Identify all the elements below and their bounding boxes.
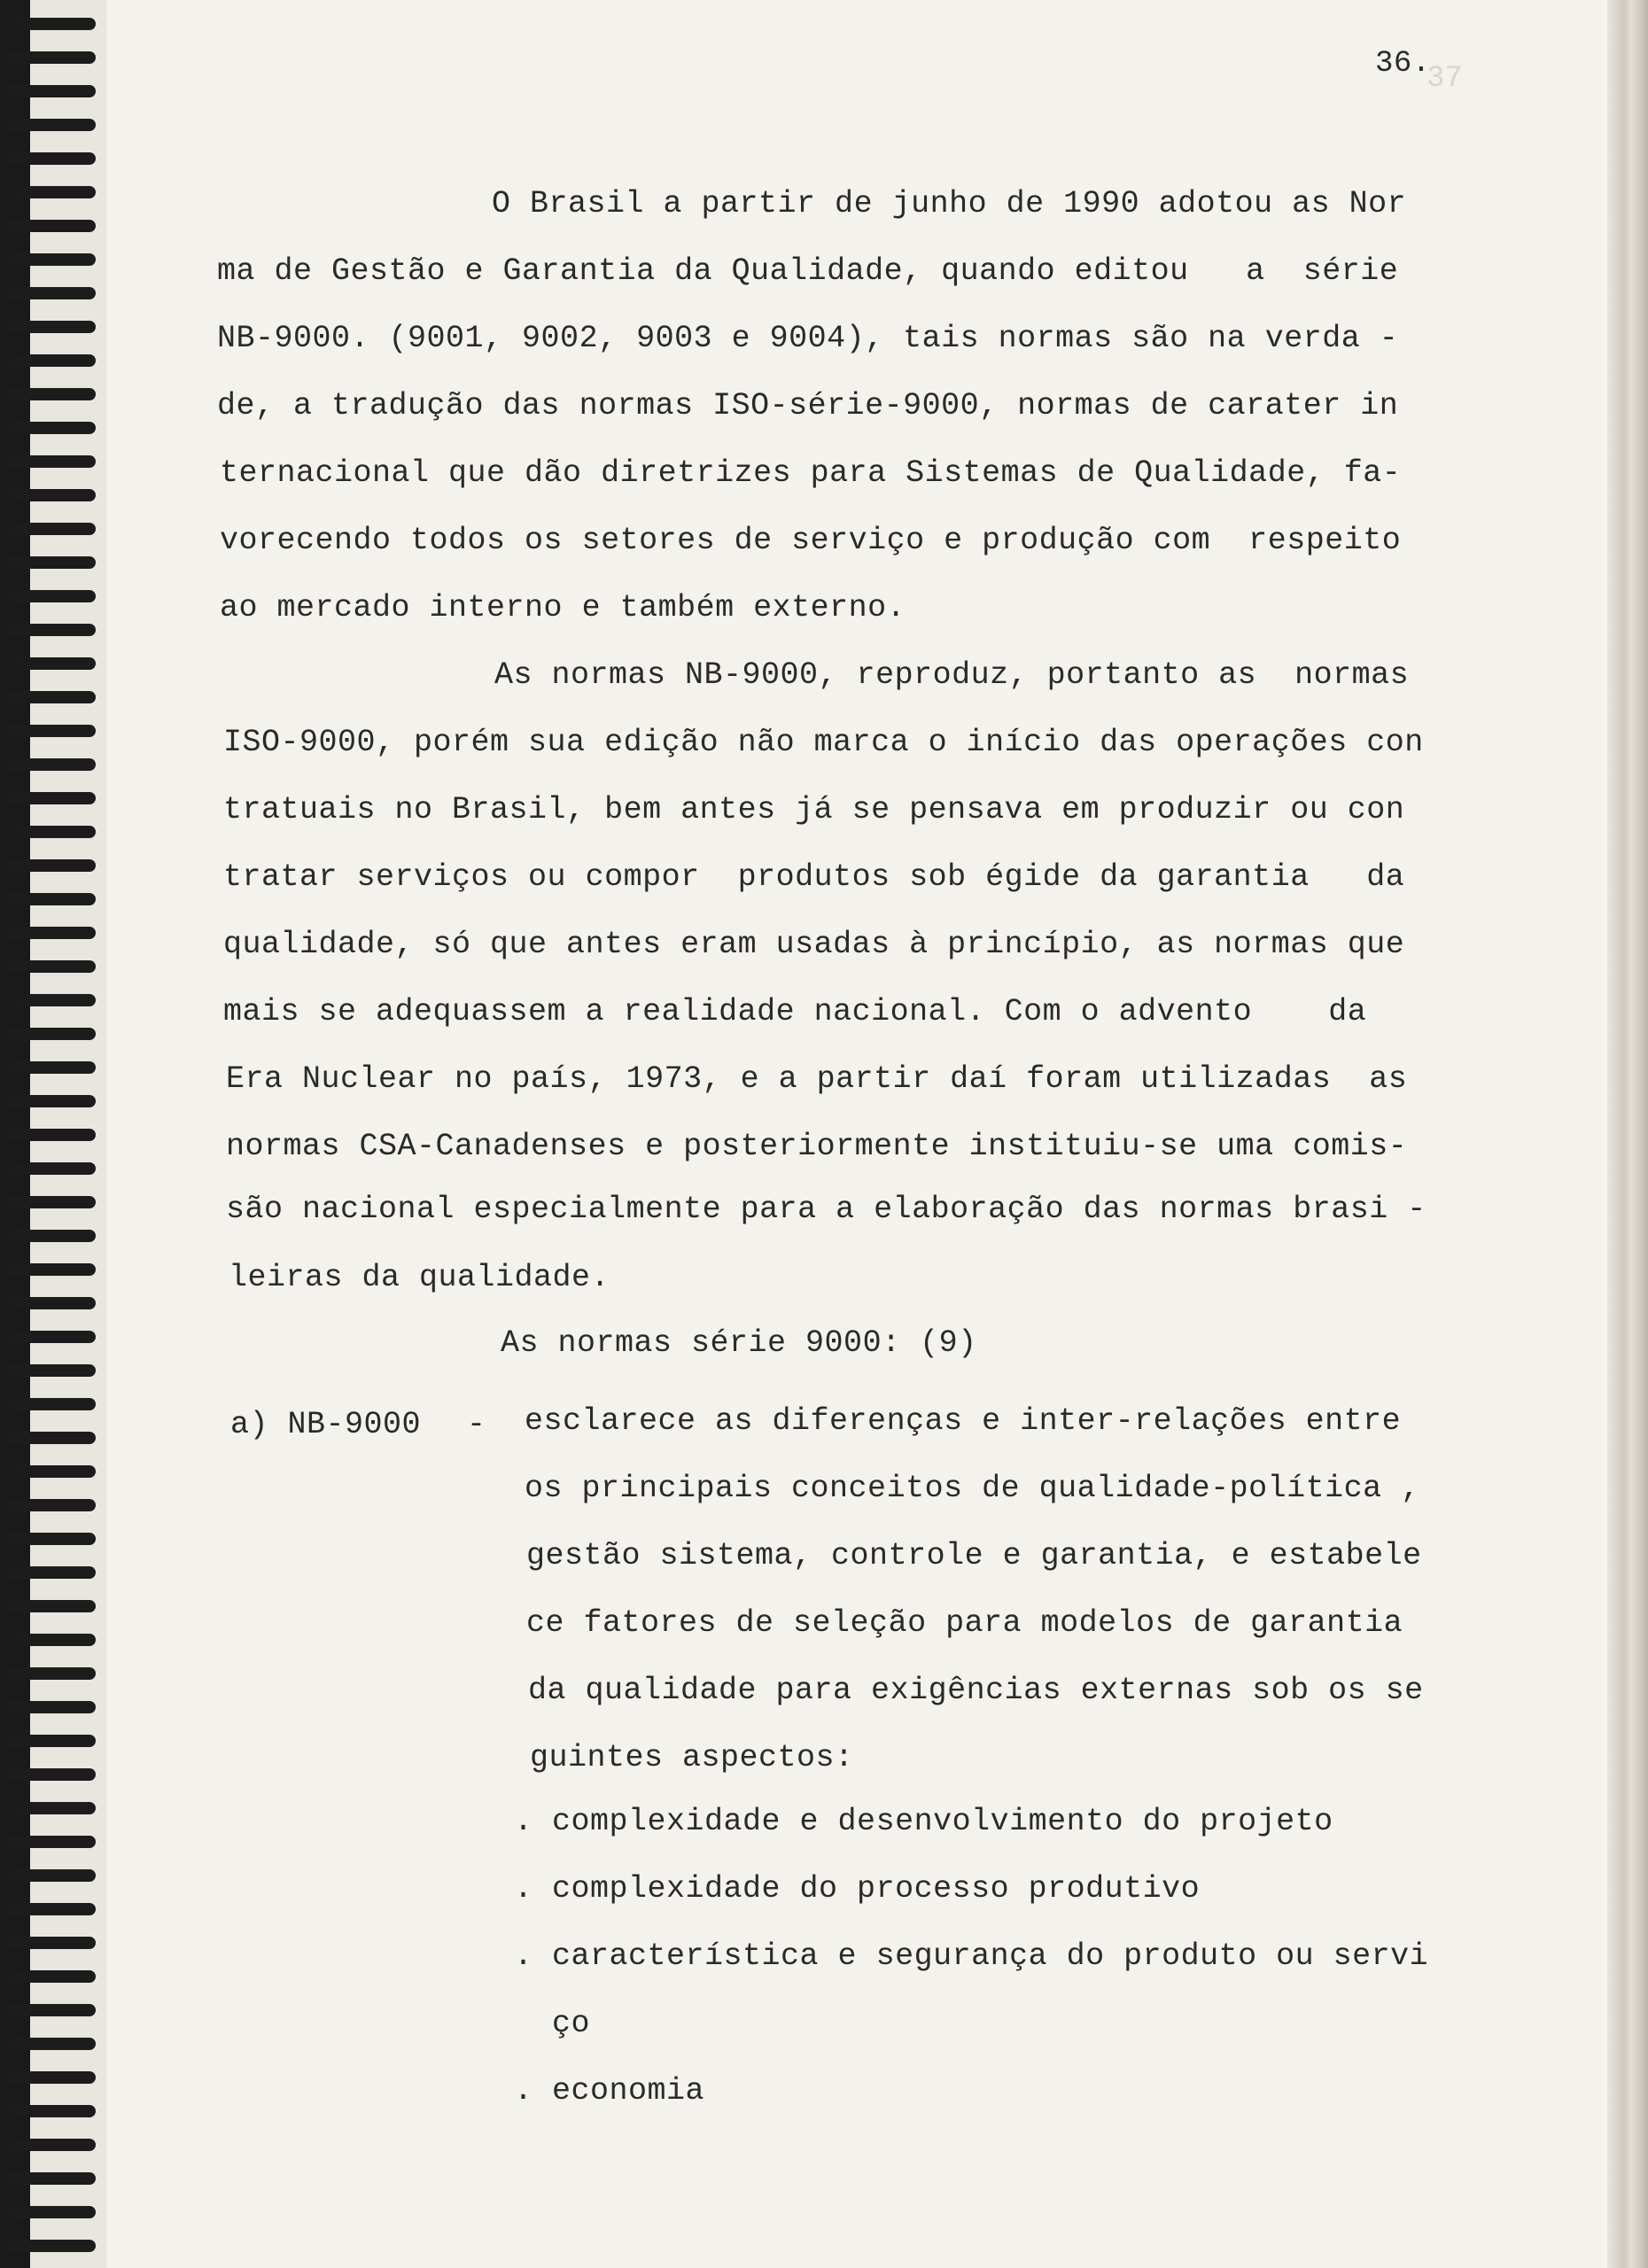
binding-coil (9, 1297, 96, 1309)
binding-coil (9, 1095, 96, 1107)
binding-coil (9, 2071, 96, 2084)
binding-coil (9, 1499, 96, 1511)
binding-coil (9, 253, 96, 266)
bullet-item: . economia (514, 2073, 705, 2109)
binding-coil (9, 220, 96, 232)
bullet-item: . complexidade e desenvolvimento do projeto (514, 1804, 1333, 1839)
binding-coil (9, 1061, 96, 1074)
binding-coil (9, 1970, 96, 1983)
binding-coil (9, 1465, 96, 1478)
paragraph-2-line-4: tratar serviços ou compor produtos sob égide da garantia da (223, 859, 1405, 895)
binding-coil (9, 455, 96, 468)
paragraph-2-line-3: tratuais no Brasil, bem antes já se pensava em produzir ou con (223, 792, 1405, 827)
binding-coil (9, 354, 96, 367)
binding-coil (9, 1432, 96, 1444)
binding-coil (9, 2038, 96, 2050)
binding-coil (9, 1230, 96, 1242)
binding-coil (9, 2240, 96, 2252)
paragraph-2-line-5: qualidade, só que antes eram usadas à princípio, as normas que (223, 927, 1405, 962)
binding-coil (9, 186, 96, 198)
binding-coil (9, 1129, 96, 1141)
binding-coil (9, 725, 96, 737)
binding-coil (9, 2206, 96, 2218)
paragraph-1-line-6: vorecendo todos os setores de serviço e produção com respeito (220, 523, 1402, 558)
bullet-item-continuation: ço (514, 2006, 591, 2041)
binding-coil (9, 556, 96, 569)
paragraph-1-line-7: ao mercado interno e também externo. (220, 590, 906, 625)
item-a-line-6: guintes aspectos: (530, 1740, 854, 1775)
binding-coil (9, 1196, 96, 1208)
binding-coil (9, 2139, 96, 2151)
binding-coil (9, 1701, 96, 1713)
binding-coil (9, 51, 96, 64)
binding-coil (9, 893, 96, 905)
binding-coil (9, 1263, 96, 1276)
binding-coil (9, 1533, 96, 1545)
binding-coil (9, 1162, 96, 1175)
item-a-line-2: os principais conceitos de qualidade-política , (525, 1471, 1420, 1506)
bleed-through-page-number: 37 (1426, 62, 1463, 96)
binding-coil (9, 758, 96, 771)
paragraph-2-line-7: Era Nuclear no país, 1973, e a partir daí foram utilizadas as (226, 1061, 1408, 1097)
paragraph-2-line-8: normas CSA-Canadenses e posteriormente instituiu-se uma comis- (226, 1129, 1408, 1164)
item-a-label: a) NB-9000 (230, 1407, 422, 1442)
page-edge (1607, 0, 1648, 2268)
list-intro: As normas série 9000: (9) (501, 1325, 977, 1361)
binding-coil (9, 287, 96, 299)
binding-coil (9, 826, 96, 838)
binding-coil (9, 859, 96, 872)
binding-coil (9, 1364, 96, 1377)
binding-coil (9, 119, 96, 131)
binding-coil (9, 1331, 96, 1343)
binding-coil (9, 691, 96, 703)
binding-coil (9, 1903, 96, 1915)
binding-coil (9, 422, 96, 434)
binding-coil (9, 1768, 96, 1781)
binding-coil (9, 85, 96, 97)
binding-coil (9, 2004, 96, 2016)
binding-coil (9, 1869, 96, 1882)
paragraph-2-line-1: As normas NB-9000, reproduz, portanto as normas (494, 657, 1410, 693)
item-a-dash: - (467, 1407, 486, 1442)
binding-coil (9, 960, 96, 973)
item-a-line-5: da qualidade para exigências externas sob os se (528, 1673, 1424, 1708)
binding-coil (9, 624, 96, 636)
bullet-item: . complexidade do processo produtivo (514, 1871, 1201, 1907)
binding-coil (9, 1028, 96, 1040)
binding-coil (9, 1802, 96, 1814)
binding-coil (9, 1634, 96, 1646)
bullet-item: . característica e segurança do produto ou servi (514, 1938, 1429, 1974)
item-a-line-1: esclarece as diferenças e inter-relações entre (525, 1403, 1402, 1439)
paragraph-1-line-2: ma de Gestão e Garantia da Qualidade, quando editou a série (217, 253, 1399, 289)
binding-coil (9, 388, 96, 400)
binding-coil (9, 18, 96, 30)
binding-coil (9, 927, 96, 939)
binding-coil (9, 1566, 96, 1579)
paragraph-1-line-4: de, a tradução das normas ISO-série-9000, normas de carater in (217, 388, 1399, 423)
page-number: 36. (1375, 47, 1431, 81)
binding-coil (9, 1667, 96, 1680)
paragraph-2-line-6: mais se adequassem a realidade nacional. Com o advento da (223, 994, 1367, 1029)
paragraph-2-line-10: leiras da qualidade. (229, 1260, 610, 1295)
binding-coil (9, 2105, 96, 2117)
binding-coil (9, 152, 96, 165)
binding-coil (9, 1735, 96, 1747)
binding-coil (9, 489, 96, 501)
paragraph-1-line-3: NB-9000. (9001, 9002, 9003 e 9004), tais normas são na verda - (217, 321, 1399, 356)
item-a-line-3: gestão sistema, controle e garantia, e estabele (526, 1538, 1422, 1573)
binding-coil (9, 2172, 96, 2185)
binding-coil (9, 792, 96, 804)
binding-coil (9, 523, 96, 535)
binding-coil (9, 590, 96, 602)
binding-coil (9, 1600, 96, 1612)
paragraph-2-line-2: ISO-9000, porém sua edição não marca o início das operações con (223, 725, 1424, 760)
binding-coil (9, 1398, 96, 1410)
binding-coil (9, 1836, 96, 1848)
paragraph-2-line-9: são nacional especialmente para a elaboração das normas brasi - (226, 1192, 1426, 1227)
binding-coil (9, 321, 96, 333)
paragraph-1-line-5: ternacional que dão diretrizes para Sistemas de Qualidade, fa- (220, 455, 1402, 491)
item-a-line-4: ce fatores de seleção para modelos de garantia (526, 1605, 1403, 1641)
binding-coil (9, 1937, 96, 1949)
binding-coil (9, 657, 96, 670)
paragraph-1-line-1: O Brasil a partir de junho de 1990 adotou as Nor (492, 186, 1407, 221)
binding-coil (9, 994, 96, 1006)
spiral-binding (0, 0, 106, 2268)
